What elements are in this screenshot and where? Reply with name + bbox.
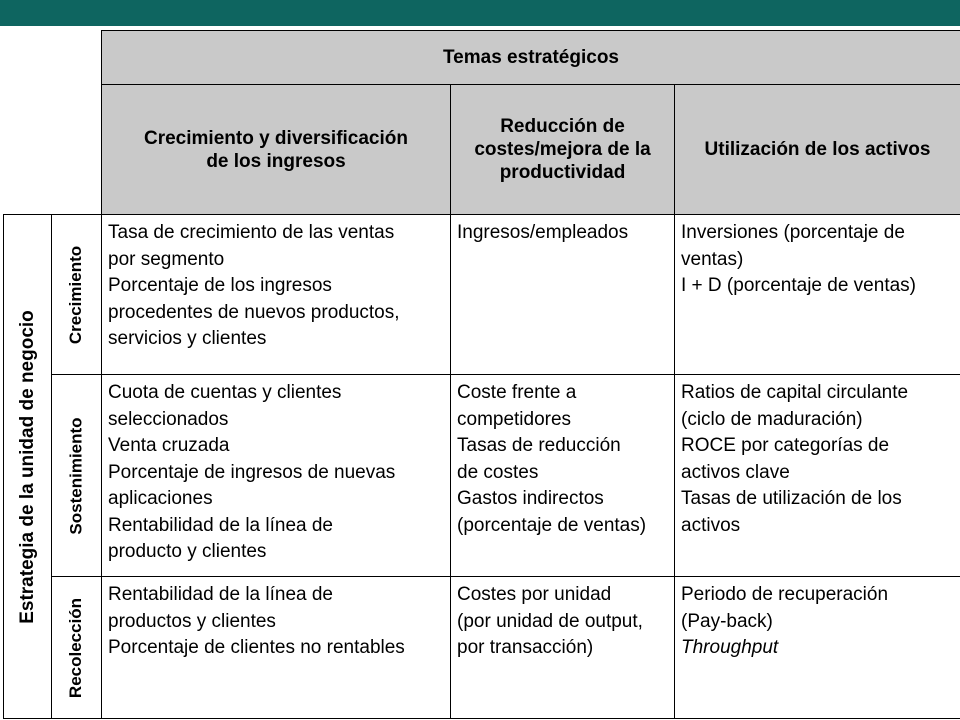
row-label-sostenimiento: Sostenimiento	[66, 416, 86, 535]
column-header-1	[101, 84, 450, 214]
table-cell	[674, 576, 960, 719]
cell-line: Porcentaje de los ingresos	[108, 275, 332, 296]
column-header-2	[450, 84, 674, 214]
table-cell	[101, 374, 450, 576]
cell-line: de costes	[457, 461, 539, 483]
row-label-cell-sostenimiento	[51, 374, 101, 576]
cell-line: I + D (porcentaje de ventas)	[681, 275, 916, 296]
cell-line: (Pay-back)	[681, 610, 773, 632]
table-title-cell	[101, 30, 960, 84]
column-header-3-line: Utilización de los activos	[704, 139, 931, 160]
cell-line: (porcentaje de ventas)	[457, 514, 647, 536]
cell-line: por segmento	[108, 248, 225, 270]
row-label-cell-recoleccion	[51, 576, 101, 719]
column-header-3	[674, 84, 960, 214]
table-cell	[674, 374, 960, 576]
cell-line: Porcentaje de clientes no rentables	[108, 637, 405, 658]
table-cell	[450, 576, 674, 719]
cell-line: activos clave	[681, 461, 790, 483]
cell-line: ventas)	[681, 248, 744, 270]
cell-line: (por unidad de output,	[457, 610, 643, 632]
cell-line: Tasas de utilización de los	[681, 488, 902, 509]
table-cell	[450, 214, 674, 374]
cell-line: Coste frente a	[457, 382, 577, 403]
cell-line: activos	[681, 514, 741, 536]
cell-line: Rentabilidad de la línea de	[108, 584, 334, 605]
cell-line: procedentes de nuevos productos,	[108, 301, 400, 323]
table-cell	[101, 576, 450, 719]
cell-line: (ciclo de maduración)	[681, 408, 863, 430]
cell-line: Tasas de reducción	[457, 435, 621, 456]
cell-line: aplicaciones	[108, 488, 213, 509]
column-header-1-line: Crecimiento y diversificación	[144, 127, 408, 149]
table-bottom-border	[3, 718, 960, 719]
cell-line: Periodo de recuperación	[681, 584, 889, 605]
cell-line: Porcentaje de ingresos de nuevas	[108, 461, 396, 483]
table-cell	[450, 374, 674, 576]
cell-line: Throughput	[681, 637, 779, 658]
row-group-label-cell	[3, 214, 51, 719]
table-cell	[674, 214, 960, 374]
cell-line: servicios y clientes	[108, 328, 267, 349]
cell-line: por transacción)	[457, 637, 594, 658]
table-cell	[101, 214, 450, 374]
table-title: Temas estratégicos	[442, 47, 619, 68]
column-header-2-line: costes/mejora de la	[474, 139, 651, 160]
cell-line: competidores	[457, 408, 572, 430]
cell-line: Ingresos/empleados	[457, 222, 629, 243]
row-label-recoleccion: Recolección	[66, 597, 86, 699]
cell-line: Gastos indirectos	[457, 488, 604, 509]
row-group-label: Estrategia de la unidad de negocio	[16, 310, 38, 624]
column-header-2-line: Reducción de	[500, 116, 625, 137]
row-label-crecimiento: Crecimiento	[66, 245, 86, 344]
cell-line: ROCE por categorías de	[681, 435, 890, 456]
cell-line: Tasa de crecimiento de las ventas	[108, 222, 395, 243]
cell-line: Cuota de cuentas y clientes	[108, 382, 342, 403]
cell-line: Costes por unidad	[457, 584, 612, 605]
cell-line: Inversiones (porcentaje de	[681, 222, 905, 243]
row-label-cell-crecimiento	[51, 214, 101, 374]
column-header-2-line: productividad	[499, 162, 626, 183]
cell-line: productos y clientes	[108, 610, 276, 632]
column-header-1-line: de los ingresos	[206, 150, 346, 172]
cell-line: seleccionados	[108, 408, 229, 430]
cell-line: Venta cruzada	[108, 435, 230, 456]
cell-line: Rentabilidad de la línea de	[108, 514, 334, 536]
cell-line: Ratios de capital circulante	[681, 382, 909, 403]
cell-line: producto y clientes	[108, 541, 267, 562]
